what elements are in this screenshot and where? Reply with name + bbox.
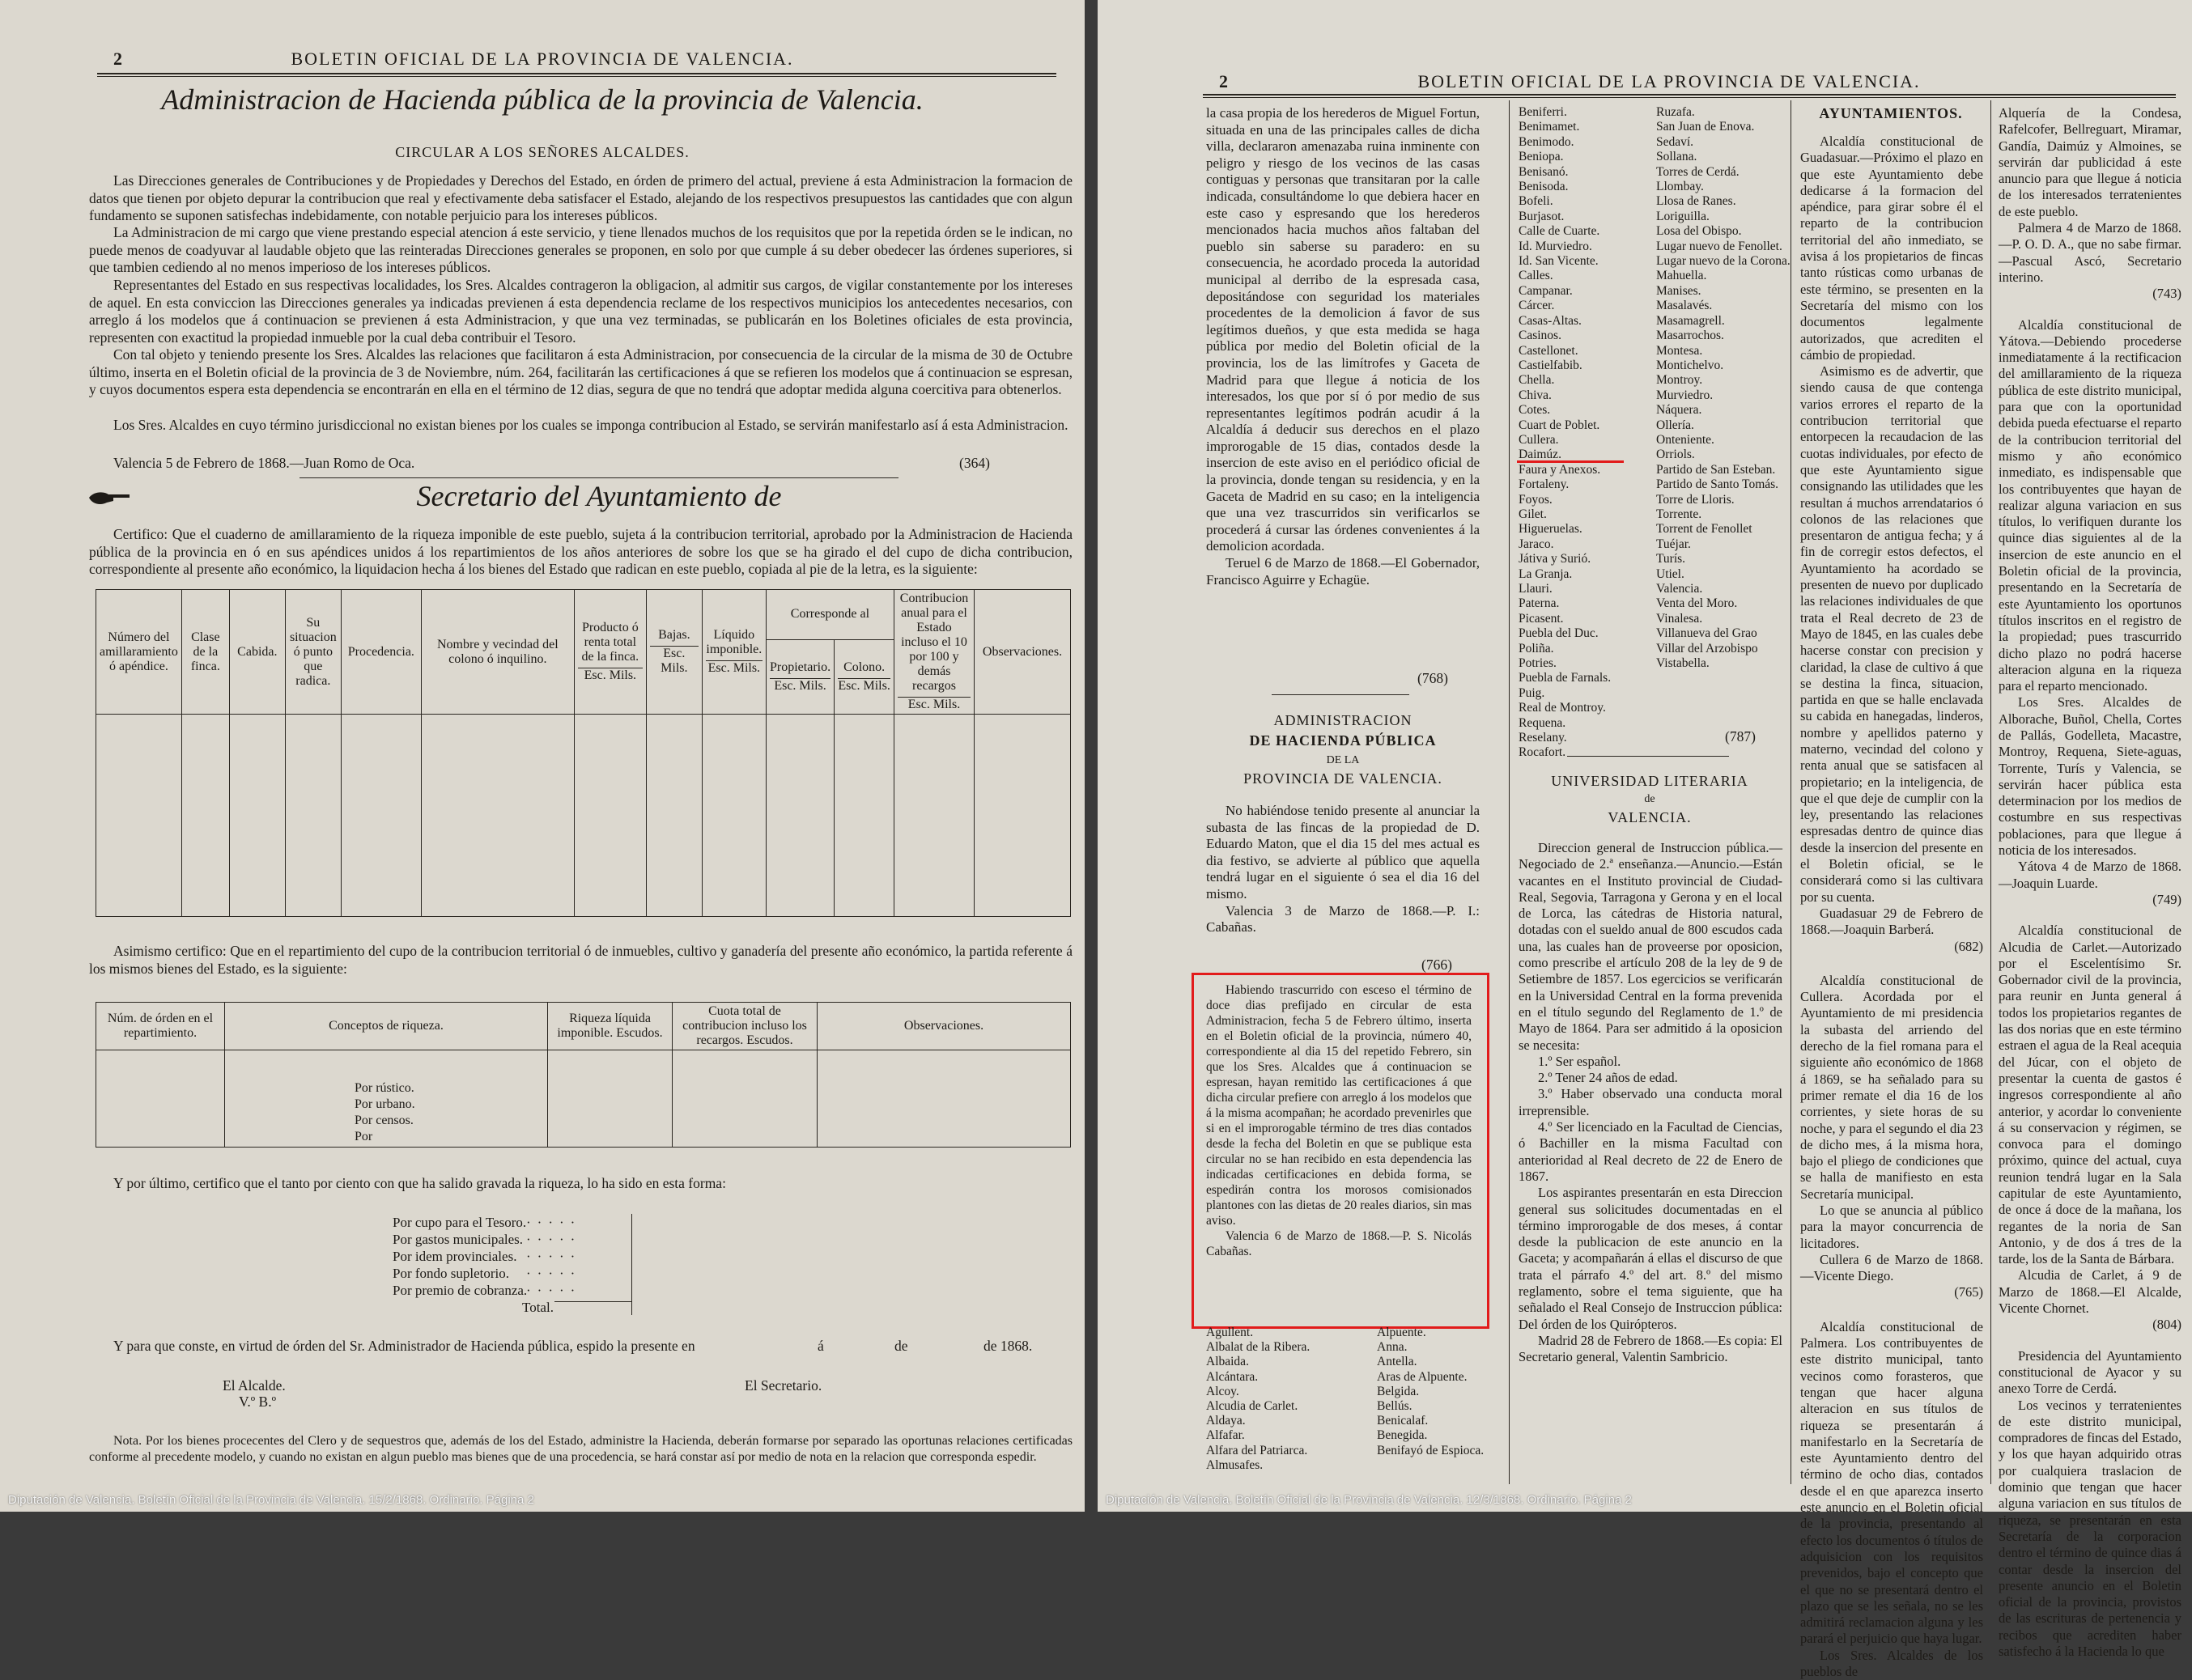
col2-rule-1 — [1567, 756, 1729, 757]
secretario-title: Secretario del Ayuntamiento de — [416, 480, 782, 512]
separator-rule — [299, 477, 898, 478]
th-colono: Colono. Esc. Mils. — [835, 639, 894, 714]
certifico-paragraph-3: Y por último, certifico que el tanto por ciento con que ha salido gravada la riqueza, lo ha sido en esta forma: — [113, 1175, 726, 1191]
univ-heading-1: UNIVERSIDAD LITERARIA — [1551, 773, 1748, 789]
column-divider-1 — [1509, 100, 1510, 1484]
th-numero: Número del amillaramiento ó apéndice. — [96, 590, 182, 715]
left-newspaper-page — [0, 0, 1085, 1512]
ayuntamientos-column-3: Alcaldía constitucional de Guadasuar.—Próximo el plazo en que este Ayuntamiento debe dedicarse á la formacion del apéndice, para girar sobre él el reparto de la contribucion territorial del año inmediato, se avisa á los propietarios de fincas tanto rústicas como urbanas de este término, se presenten en la Secretaría del mismo con los documentos legalmente autorizados, que acrediten el cámbio de propiedad. Asimismo es de advertir, que siendo causa de que contenga varios errores el reparto de la contribucion territorial que entorpecen la recaudacion de las cuotas individuales, por efecto de que este Ayuntamiento sigue consignando las utilidades que les resultan á muchos arrendatarios ó colonos de las relaciones que presentaron de antigua fecha; y á fin de corregir estos defectos, el Ayuntamiento ha acordado se presenten de nuevo por duplicado las relaciones individuales de que trata el Real decreto de 23 de Mayo de 1845, en las cuales debe hacerse constar con precision y claridad, la clase de cultivo á que se destina la finca, situacion, partida en que se halle enclavada su cabida en hanegadas, linderos, nombre y apellidos paterno y materno, vecindad del colono y renta anual que se satisfacen al propietario; en la inteligencia, de que el que deje de cumplir con la ley, presentando las relaciones espresadas dentro de quince dias desde la insercion del presente en el Boletin oficial, se le considerará como si las cultivara por su cuenta. Guadasuar 29 de Febrero de 1868.—Joaquin Barberá. (682) Alcaldía constitucional de Cullera. Acordada por el Ayuntamiento de mi presidencia la subasta del arriendo del derecho de la fiel romana para el siguiente año económico de 1868 á 1869, se ha señalado para su primer remate el dia 16 de los corrientes, y siete horas de su noche, y para el segundo el dia 23 de dicho mes, á la misma hora, bajo el pliego de condiciones que se halla de manifiesto en esta Secretaría municipal. Lo que se anuncia al público para la mayor concurrencia de licitadores. Cullera 6 de Marzo de 1868.—Vicente Diego. (765) Alcaldía constitucional de Palmera. Los contribuyentes de este distrito municipal, tanto vecinos como forasteros, que tengan que hacer alguna alteracion en sus títulos de riqueza se presentarán á manifestarlo en la Secretaría de este Ayuntamiento dentro del término de ocho dias, contados desde el en que aparezca inserto este anuncio en el Boletin oficial de la provincia, presentando al efecto los documentos ó títulos de adquisicion con los requisitos prevenidos, bajo el concepto que el que no se presentará dentro el plazo que se les señala, no se les admitirá reclamacion alguna y les parará el perjuicio que haya lugar. Los Sres. Alcaldes de los pueblos de — [1800, 134, 1983, 1680]
right-page-number: 2 — [1219, 71, 1228, 91]
nota-paragraph: Nota. Por los bienes procecentes del Clero y de sequestros que, además de los del Estado, administre la Hacienda, deberán formarse por separado las oportunas relaciones certificadas conforme al precedente modelo, y cuando no existan en algun pueblo mas bienes que de una procedencia, se hará constar así por medio de nota en la relacion que corresponda espedir. — [89, 1434, 1073, 1464]
th-contribucion: Contribucion anual para el Estado incluso el 10 por 100 y demás recargos Esc. Mils. — [894, 590, 975, 715]
circular-paragraph-2: La Administracion de mi cargo que viene prestando especial atencion á este servicio, y tiene llenados muchos de los requisitos que por la repetida órden se le indican, no puede menos de coadyuvar al laudable objeto que las reinteradas Direcciones generales se proponen, en solo por que cumple á su deber obedecer las órdenes superiores, si que tambien cediendo al no menos imperioso de los intereses públicos. — [89, 224, 1073, 275]
table-body-row — [96, 715, 1071, 917]
ayuntamientos-heading: AYUNTAMIENTOS. — [1819, 105, 1963, 121]
circular-paragraph-1: Las Direcciones generales de Contribuciones y de Propiedades y Derechos del Estado, en órden de primero del actual, previene á esta Administracion la formacion de datos que tienen por objeto depurar la contribucion que real y efectivamente deba satisfacer el Estado, alejando de los respectivos presupuestos las cantidades que con algun fundamento se suponen satisfechas indebidamente, con notable perjuicio para los intereses públicos. — [89, 172, 1073, 223]
th-conceptos: Conceptos de riqueza. — [225, 1003, 548, 1050]
highlighted-notice: Habiendo trascurrido con esceso el término de doce dias prefijado en circular de esta Administracion, fecha 5 de Febrero último, inserta en el Boletin oficial de la provincia, número 40, correspondiente al dia 15 del repetido Febrero, sin que los Sres. Alcaldes que á continuacion se espresan, hayan remitido las certificaciones á que dicha circular prefiere con arreglo á los modelos que á la misma acompañan; he acordado prevenirles que si en el improrogable término de tres dias contados desde la fecha del Boletin en que se publique esta circular no se han recibido en esta dependencia las indicadas certificaciones en debida forma, se espedirán contra los morosos comisionados plantones con las dietas de 20 reales diarios, sin mas aviso. Valencia 6 de Marzo de 1868.—P. S. Nicolás Cabañas. — [1206, 983, 1472, 1258]
towns-list-b1: Beniferri. Benimamet. Benimodo. Beniopa. Benisanó. Benisoda. Bofeli. Burjasot. Calle de Cuarte. Id. Murviedro. Id. San Vicente. Calles. Campanar. Cárcer. Casas-Altas. Casinos. Castellonet. Castielfabib. Chella. Chiva. Cotes. Cuart de Poblet. Cullera. Daimúz. Faura y Anexos. Fortaleny. Foyos. Gilet. Higueruelas. Jaraco. Játiva y Surió. La Granja. Llauri. Paterna. Picasent. Puebla del Duc. Poliña. Potries. Puebla de Farnals. Puig. Real de Montroy. Requena. Reselany. Rocafort. — [1519, 105, 1612, 760]
admin-heading-2: DE HACIENDA PÚBLICA — [1249, 732, 1437, 749]
certifico-paragraph-1: Certifico: Que el cuaderno de amillaramiento de la riqueza imponible de este pueblo, sujeta á la contribucion territorial, aprobado por la Administracion de Hacienda pública de la provincia en ó en sus apéndices unidos á los repartimientos de los años anteriores de sobre los que se ha girado el del cupo de dicha contribucion, correspondiente al presente año económico, la liquidacion hecha á los bienes del Estado que radican en este pueblo, copiada al pie de la letra, es la siguiente: — [89, 526, 1073, 577]
date-year: de 1868. — [983, 1338, 1033, 1354]
hacienda-title: Administracion de Hacienda pública de la provincia de Valencia. — [161, 83, 924, 116]
th-propietario: Propietario. Esc. Mils. — [766, 639, 834, 714]
th-procedencia: Procedencia. — [341, 590, 421, 715]
circular-signature: Valencia 5 de Febrero de 1868.—Juan Romo de Oca. — [113, 455, 415, 471]
th-obs: Observaciones. — [818, 1003, 1071, 1050]
circular-paragraph-3: Representantes del Estado en sus respectivas localidades, los Sres. Alcaldes contrageron la obligacion, al admitir sus cargos, de vigilar constantemente por los intereses de aquel. En esta conviccion las Direcciones generales ya indicadas previenen á esta dependencia reclame de los respectivos municipios los antecedentes necesarios, con arreglo á los modelos que á continuacion se previenen á esta Administracion, y que una vez terminadas, se publicarán en los Boletines oficiales de esta provincia, representen con exactitud la propiedad inmueble por la cual deba contribuir el Tesoro. — [89, 277, 1073, 346]
certifico-paragraph-2: Asimismo certifico: Que en el repartimiento del cupo de la contribucion territorial ó de inmuebles, cultivo y ganadería del presente año económico, la partida referente á los mismos bienes del Estado, es la siguiente: — [89, 943, 1073, 977]
tanto-por-ciento-list: Por cupo para el Tesoro. Por gastos municipales. Por idem provinciales. Por fondo supletorio. Por premio de cobranza. Total. — [393, 1215, 554, 1315]
th-nombre: Nombre y vecindad del colono ó inquilino. — [421, 590, 574, 715]
th-observaciones: Observaciones. — [975, 590, 1071, 715]
subasta-number: (766) — [1421, 957, 1452, 973]
towns-list-b2: Ruzafa. San Juan de Enova. Sedaví. Sollana. Torres de Cerdá. Llombay. Llosa de Ranes. Loriguilla. Losa del Obispo. Lugar nuevo de Fenollet. Lugar nuevo de la Corona. Mahuella. Manises. Masalavés. Masamagrell. Masarrochos. Montesa. Montichelvo. Montroy. Murviedro. Náquera. Ollería. Onteniente. Orriols. Partido de San Esteban. Partido de Santo Tomás. Torre de Lloris. Torrente. Torrent de Fenollet Tuéjar. Turís. Utiel. Valencia. Venta del Moro. Vinalesa. Villanueva del Grao Villar del Arzobispo Vistabella. — [1656, 105, 1791, 671]
amillaramiento-table — [96, 589, 1071, 917]
teruel-notice: la casa propia de los herederos de Miguel Fortun, situada en una de las principales calles de dicha villa, declararon amenazaba ruina inminente con peligro y riesgo de los vecinos de las casas contiguas y personas que transitaran por la calle indicada, consultándome lo que debiera hacer en este caso y espresando que los herederos mencionados hacia muchos años faltaban del pueblo sin saberse su paradero: en su consecuencia, he acordado proceda la autoridad municipal al derribo de la espresada casa, depositándose con seguridad los materiales procedentes de la demolicion á favor de sus legítimos dueños, y que esta medida se haga pública por medio del Boletin oficial de la provincia, los de las limítrofes y Gaceta de Madrid para que llegue á noticia de los interesados, los que por sí ó por medio de sus representantes legítimos podrán acudir á la Alcaldía á deducir sus derechos en el plazo improrogable de 15 dias, contados desde la insercion de este aviso en el periódico oficial de la provincia, donde tengan su residencia, y en la Gaceta de Madrid en su caso; en la inteligencia que una vez trascurridos sin verificarlos se procederá á cursar las órdenes convenientes á la demolicion acordada. Teruel 6 de Marzo de 1868.—El Gobernador, Francisco Aguirre y Echagüe. — [1206, 105, 1480, 588]
admin-heading-4: PROVINCIA DE VALENCIA. — [1243, 770, 1442, 787]
total-rule — [554, 1301, 632, 1302]
ayuntamientos-column-4: Alquería de la Condesa, Rafelcofer, Bellreguart, Miramar, Gandía, Daimúz y Almoines, se servirán dar publicidad á este anuncio para que llegue á noticia de los interesados terratenientes de este pueblo. Palmera 4 de Marzo de 1868.—P. O. D. A., que no sabe firmar.—Pascual Ascó, Secretario interino. (743) Alcaldía constitucional de Yátova.—Debiendo procederse inmediatamente á la rectificacion del amillaramiento de la riqueza pública de este distrito municipal, para que con la oportunidad debida pueda efectuarse el reparto de la contribucion territorial del mismo y año económico inmediato, es indispensable que los contribuyentes que hayan de realizar alguna variacion en sus títulos, lo verifiquen durante los quince dias siguientes al de la insercion de este anuncio en el Boletin oficial de la provincia, presentando en la Secretaría de este Ayuntamiento los oportunos títulos inscritos en el registro de la propiedad; pues trascurrido dicho plazo no podrá hacerse alteracion alguna en la riqueza para el reparto mencionado. Los Sres. Alcaldes de Alborache, Buñol, Chella, Cortes de Pallás, Godelleta, Macastre, Montroy, Requena, Siete-aguas, Torrente, Turís y Valencia, se servirán hacer pública esta determinacion por los medios de costumbre en sus respectivas poblaciones, para que llegue á noticia de los interesados. Yátova 4 de Marzo de 1868.—Joaquin Luarde. (749) Alcaldía constitucional de Alcudia de Carlet.—Autorizado por el Escelentísimo Sr. Gobernador civil de la provincia, para reunir en Junta general á todos los propietarios regantes de las dos norias que en este término estraen el agua de la Real acequia del Júcar, con el objeto de presentar la cuenta de gastos é ingresos correspondiente al año anterior, y acordar lo conveniente á su conservacion y régimen, se convoca para el domingo próximo, quince del actual, cuya reunion tendrá lugar en la Sala capitular de este Ayuntamiento, de once á doce de la mañana, los regantes de la noria de San Antonio, y de dos á tres de la tarde, los de la Santa de Bárbara. Alcudia de Carlet, á 9 de Marzo de 1868.—El Alcalde, Vicente Chornet. (804) Presidencia del Ayuntamiento constitucional de Ayacor y su anexo Torre de Cerdá. Los vecinos y terratenientes de este distrito municipal, compradores de fincas del Estado, y los que hayan adquirido otras por cualquiera traslacion de dominio que tengan que hacer alguna variacion en sus títulos de riqueza, se presentarán en esta Secretaría de la corporacion dentro el término de quince dias á contar desde la insercion del presente anuncio en el Boletin oficial de la provincia, provistos de las escrituras de pertenencia y recibos que acrediten haber satisfecho á la Hacienda lo que — [1999, 105, 2181, 1660]
right-head-rule-thin — [1203, 97, 2176, 98]
left-caption: Diputación de Valencia. Boletín Oficial de la Provincia de Valencia. 15/2/1868. Ordinario. Página 2 — [8, 1493, 534, 1507]
certifico-final: Y para que conste, en virtud de órden del Sr. Administrador de Hacienda pública, espido la presente en — [113, 1338, 695, 1354]
towns-list-a1: Agullent. Albalat de la Ribera. Albaida. Alcántara. Alcoy. Alcudia de Carlet. Aldaya. Alfafar. Alfara del Patriarca. Almusafes. — [1206, 1326, 1311, 1472]
circular-heading: CIRCULAR A LOS SEÑORES ALCALDES. — [395, 144, 690, 160]
left-running-head: BOLETIN OFICIAL DE LA PROVINCIA DE VALENCIA. — [291, 49, 794, 69]
left-head-rule-thin — [97, 76, 1056, 77]
univ-heading-3: VALENCIA. — [1608, 809, 1692, 825]
th-bajas: Bajas. Esc. Mils. — [646, 590, 702, 715]
total-vertical-rule — [631, 1214, 632, 1315]
dot-leaders: ····· ····· ····· ····· ····· — [526, 1215, 582, 1298]
right-newspaper-page — [1098, 0, 2192, 1680]
towns-number: (787) — [1725, 728, 1756, 745]
teruel-number: (768) — [1417, 670, 1448, 686]
date-a: á — [818, 1338, 824, 1354]
left-head-rule — [97, 73, 1056, 74]
th-num-orden: Núm. de órden en el repartimiento. — [96, 1003, 225, 1050]
admin-heading-3: DE LA — [1326, 754, 1360, 766]
th-riqueza: Riqueza líquida imponible. Escudos. — [548, 1003, 673, 1050]
right-head-rule — [1203, 94, 2176, 95]
column-divider-3 — [1990, 100, 1991, 1484]
th-clase: Clase de la finca. — [181, 590, 229, 715]
th-cuota: Cuota total de contribucion incluso los recargos. Escudos. — [673, 1003, 818, 1050]
underline-highlight — [1517, 460, 1624, 463]
th-cabida: Cabida. — [229, 590, 285, 715]
right-running-head: BOLETIN OFICIAL DE LA PROVINCIA DE VALENCIA. — [1417, 71, 1921, 91]
th-corresponde: Corresponde al — [766, 590, 894, 640]
admin-heading-1: ADMINISTRACION — [1273, 712, 1412, 728]
th-situacion: Su situacion ó punto que radica. — [285, 590, 341, 715]
conceptos-list: Por rústico. Por urbano. Por censos. Por — [225, 1050, 548, 1148]
town-cuart-de-poblet: Cuart de Poblet. — [1519, 418, 1600, 432]
alcalde-signature: El Alcalde. — [223, 1377, 286, 1394]
circular-paragraph-4: Con tal objeto y teniendo presente los Sres. Alcaldes las relaciones que facilitaron á esta Administracion, por consecuencia de la circular de la misma de 30 de Octubre último, inserta en el Boletin oficial de la provincia de 3 de Noviembre, núm. 264, facilitarán las certificaciones á que se refieren los modelos que á continuacion se espresan, y cuyos documentos espera esta dependencia se encontrarán en ella en el término de 12 dias, segura de que no tendrá que adoptar medida alguna coercitiva para obtenerlos. — [89, 346, 1073, 397]
secretario-signature: El Secretario. — [745, 1377, 822, 1394]
left-page-number: 2 — [113, 49, 122, 69]
towns-list-a2: Alpuente. Anna. Antella. Aras de Alpuente. Belgida. Bellús. Benicalaf. Benegida. Benifayó de Espioca. — [1377, 1326, 1485, 1457]
date-de: de — [894, 1338, 908, 1354]
circular-number: (364) — [959, 455, 990, 471]
visto-bueno: V.º B.º — [239, 1394, 277, 1410]
th-liquido: Líquido imponible. Esc. Mils. — [702, 590, 766, 715]
circular-paragraph-5: Los Sres. Alcaldes en cuyo término jurisdiccional no existan bienes por los cuales se imponga contribucion al Estado, se servirán manifestarlo así á esta Administracion. — [113, 417, 1068, 433]
univ-heading-2: de — [1644, 793, 1655, 805]
right-caption: Diputación de Valencia. Boletín Oficial de la Provincia de Valencia. 12/3/1868. Ordinario. Página 2 — [1106, 1493, 1632, 1507]
subasta-notice: No habiéndose tenido presente al anunciar la subasta de las fincas de la propiedad de D. Eduardo Maton, que el dia 15 del mes actual es dia festivo, se advierte al público que aquella tendrá lugar en el siguiente ó sea el dia 16 del mismo. Valencia 3 de Marzo de 1868.—P. I.: Cabañas. — [1206, 803, 1480, 935]
universidad-notice: Direccion general de Instruccion pública.—Negociado de 2.ª enseñanza.—Anuncio.—Están vacantes en el Instituto provincial de Ciudad-Real, Segovia, Tarragona y Gerona y en el local de Lorca, las cátedras de Historia natural, dotadas con el sueldo anual de 800 escudos cada una, las cuales han de proveerse por oposicion, como prescribe el artículo 208 de la ley de 9 de Setiembre de 1857. Los egercicios se verificarán en la Universidad Central en la forma prevenida en el título segundo del Reglamento de 1.º de Mayo de 1864. Para ser admitido á la oposicion se necesita: 1.º Ser español. 2.º Tener 24 años de edad. 3.º Haber observado una conducta moral irreprensible. 4.º Ser licenciado en la Facultad de Ciencias, ó Bachiller en la misma Facultad con anterioridad al Real decreto de 22 de Enero de 1867. Los aspirantes presentarán en esta Direccion general sus solicitudes documentadas en el término improrogable de dos meses, á contar desde la publicacion de este anuncio en la Gaceta; y acompañarán á ellas el discurso de que trata el párrafo 4.º del art. 8.º del mismo reglamento, sobre el tema siguiente, que ha señalado el Real Consejo de Instruccion pública: Del órden de los Quirópteros. Madrid 28 de Febrero de 1868.—Es copia: El Secretario general, Valentin Sambricio. — [1519, 840, 1782, 1365]
th-producto: Producto ó renta total de la finca. Esc. Mils. — [574, 590, 646, 715]
repartimiento-table — [96, 1002, 1071, 1148]
col1-rule-1 — [1272, 694, 1409, 695]
